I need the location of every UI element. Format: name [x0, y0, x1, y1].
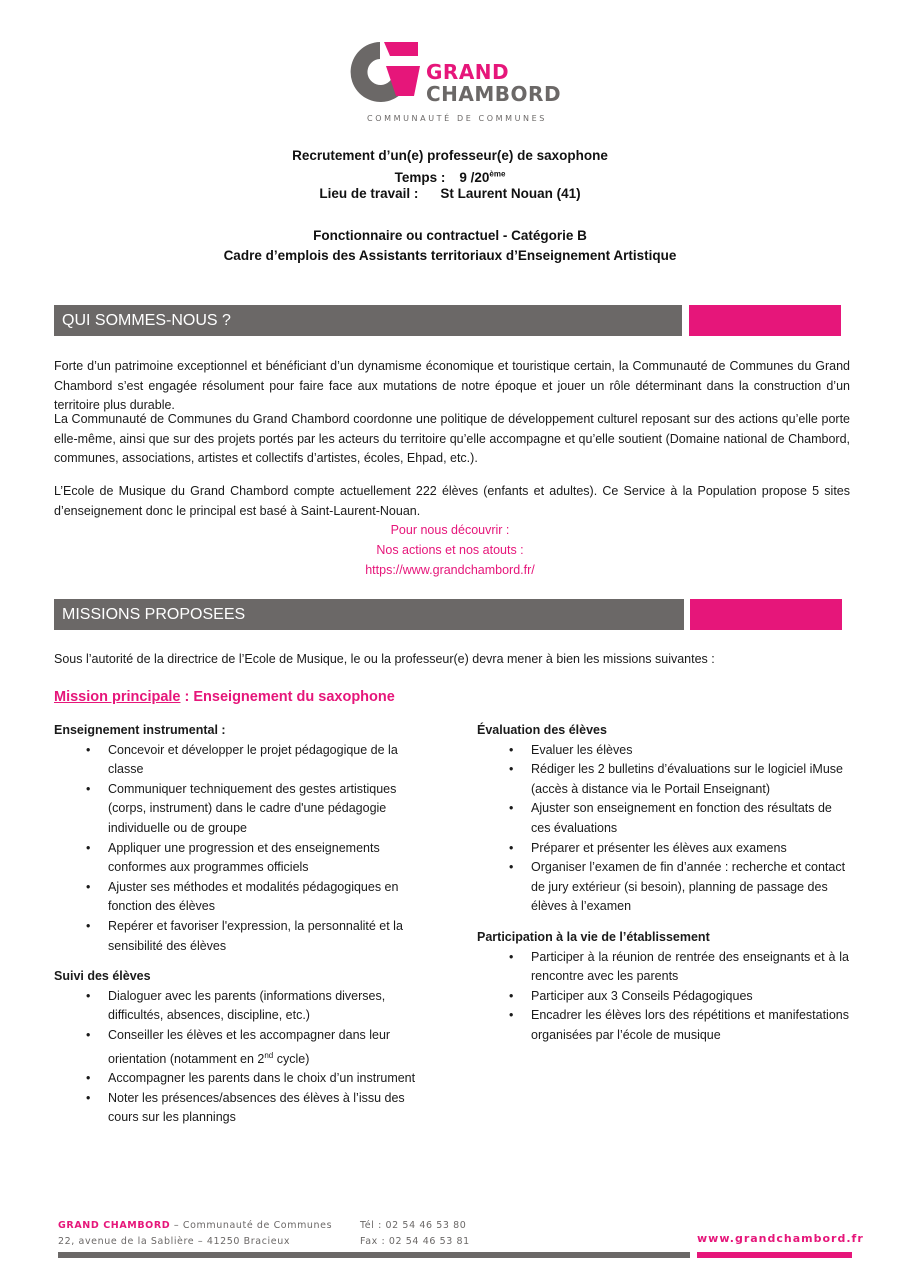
bullet-icon: • [509, 742, 514, 757]
list-suivi [54, 987, 434, 1128]
list-item [477, 948, 849, 987]
footer-gray-rule [58, 1252, 690, 1258]
list-item-text: Repérer et favoriser l'expression, la personnalité et la sensibilité des élèves [108, 918, 403, 953]
bullet-icon: • [86, 781, 91, 796]
footer-fax: Fax : 02 54 46 53 81 [360, 1236, 470, 1247]
list-item [54, 1069, 434, 1089]
list-enseignement [54, 741, 434, 957]
list-item-text: Rédiger les 2 bulletins d’évaluations sur le logiciel iMuse (accès à distance via le Portail Enseignant) [531, 762, 843, 796]
logo-g-mark-icon [340, 38, 424, 106]
list-participation [477, 948, 849, 1046]
list-item-text: Ajuster ses méthodes et modalités pédagogiques en fonction des élèves [108, 879, 399, 914]
list-item [54, 917, 434, 956]
location-value: St Laurent Nouan (41) [440, 186, 581, 201]
group-title-participation: Participation à la vie de l’établissement [477, 929, 710, 944]
list-item [54, 878, 434, 917]
footer-address: 22, avenue de la Sablière – 41250 Bracieux [58, 1236, 291, 1247]
bullet-icon: • [86, 918, 91, 933]
logo-word-chambord: CHAMBORD [426, 82, 562, 106]
footer-tel: Tél : 02 54 46 53 80 [360, 1220, 467, 1231]
list-item-text: Encadrer les élèves lors des répétitions et manifestations organisées par l’école de musique [531, 1008, 849, 1042]
list-item-text: Communiquer techniquement des gestes artistiques (corps, instrument) dans le cadre d'une pédagogie individuelle ou de groupe [108, 781, 397, 835]
time-value [459, 170, 505, 185]
time-label: Temps : [394, 169, 446, 185]
section-header-accent [689, 305, 841, 336]
list-item-text-end: cycle) [273, 1051, 310, 1066]
logo-subtitle: COMMUNAUTÉ DE COMMUNES [367, 114, 547, 123]
list-item-text: Participer aux 3 Conseils Pédagogiques [531, 988, 753, 1003]
bullet-icon: • [86, 1090, 91, 1105]
list-item [477, 1006, 849, 1045]
logo-word-grand: GRAND [426, 60, 510, 84]
actions-text: Nos actions et nos atouts : [376, 543, 524, 557]
footer-address-block [58, 1218, 332, 1250]
list-item-text: Ajuster son enseignement en fonction des résultats de ces évaluations [531, 801, 832, 835]
footer-pink-rule [697, 1252, 852, 1258]
list-item [54, 839, 434, 878]
list-item [54, 741, 434, 780]
group-title-suivi: Suivi des élèves [54, 969, 151, 984]
list-item-text: Dialoguer avec les parents (informations diverses, difficultés, absences, discipline, etc.) [108, 988, 386, 1023]
footer-brand: GRAND CHAMBORD [58, 1220, 171, 1231]
paragraph-culture: La Communauté de Communes du Grand Chambord coordonne une politique de développement culturel reposant sur des actions qu’elle porte elle-même, ainsi que sur des projets portés par les acteurs du territoire qu’elle accompagne et qu’elle soutient (Domaine national de Chambord, communes, associations, artistes et collectifs d’artistes, écoles, Ehpad, etc.). [54, 412, 850, 465]
section-header-qui: QUI SOMMES-NOUS ? [54, 305, 682, 336]
list-item-text: Appliquer une progression et des enseignements conformes aux programmes officiels [108, 840, 380, 875]
bullet-icon: • [86, 879, 91, 894]
bullet-icon: • [509, 762, 514, 777]
list-item [477, 987, 849, 1007]
footer-brand-line [58, 1218, 332, 1234]
group-title-evaluation: Évaluation des élèves [477, 723, 607, 737]
footer-website-link[interactable]: www.grandchambord.fr [697, 1232, 864, 1245]
list-item [54, 1026, 434, 1069]
bullet-icon: • [509, 801, 514, 816]
bullet-icon: • [86, 1027, 91, 1042]
job-title: Recrutement d’un(e) professeur(e) de saxophone [292, 148, 608, 163]
bullet-icon: • [86, 742, 91, 757]
bullet-icon: • [86, 1071, 91, 1086]
footer-brand-rest: – Communauté de Communes [170, 1220, 333, 1231]
list-item-text: Préparer et présenter les élèves aux examens [531, 840, 787, 855]
missions-intro: Sous l’autorité de la directrice de l’Ecole de Musique, le ou la professeur(e) devra mener à bien les missions suivantes : [54, 652, 715, 666]
list-item [54, 1089, 434, 1128]
list-item [477, 799, 849, 838]
footer-contact-block [360, 1218, 470, 1250]
left-column [54, 721, 434, 1139]
list-item [477, 858, 849, 917]
list-item-text: Noter les présences/absences des élèves à l’issu des cours sur les plannings [108, 1090, 405, 1125]
mission-principal-title [54, 689, 395, 705]
section-header-accent [690, 599, 842, 630]
time-value-sup: ème [489, 169, 506, 178]
bullet-icon: • [509, 1008, 514, 1023]
list-item-text: Accompagner les parents dans le choix d’un instrument [108, 1071, 416, 1086]
group-title-enseignement: Enseignement instrumental : [54, 723, 226, 737]
list-item [477, 839, 849, 859]
job-frame: Cadre d’emplois des Assistants territoriaux d’Enseignement Artistique [223, 248, 677, 263]
job-location [0, 184, 900, 203]
list-item-text: Participer à la réunion de rentrée des enseignants et à la rencontre avec les parents [531, 949, 849, 984]
time-value-text: 9 /20 [459, 169, 490, 185]
list-item-text: Concevoir et développer le projet pédagogique de la classe [108, 742, 398, 777]
section-header-missions: MISSIONS PROPOSEES [54, 599, 684, 630]
list-item-text: Organiser l’examen de fin d’année : recherche et contact de jury extérieur (si besoin), planning de passage des élèves à l’examen [531, 860, 846, 914]
bullet-icon: • [86, 840, 91, 855]
website-link[interactable]: https://www.grandchambord.fr/ [365, 563, 535, 577]
list-item [54, 987, 434, 1026]
bullet-icon: • [509, 840, 514, 855]
bullet-icon: • [509, 949, 514, 964]
job-status: Fonctionnaire ou contractuel - Catégorie B [313, 228, 587, 243]
bullet-icon: • [509, 860, 514, 875]
discover-text: Pour nous découvrir : [390, 523, 510, 537]
list-item-text: Conseiller les élèves et les accompagner dans leur orientation (notamment en 2 [108, 1027, 391, 1066]
list-item [54, 780, 434, 839]
right-column [477, 721, 849, 1057]
list-item [477, 760, 849, 799]
list-item-text: Evaluer les élèves [531, 742, 633, 757]
bullet-icon: • [86, 988, 91, 1003]
list-evaluation [477, 741, 849, 917]
list-item [477, 741, 849, 761]
list-item-sup: nd [264, 1050, 274, 1060]
grand-chambord-logo [340, 38, 570, 130]
mission-principal-label: Mission principale [54, 689, 181, 705]
bullet-icon: • [509, 988, 514, 1003]
paragraph-school: L’Ecole de Musique du Grand Chambord compte actuellement 222 élèves (enfants et adultes). Ce Service à la Population propose 5 sites d’enseignement donc le principal est basé à Saint-Laurent-Nouan. [54, 484, 850, 518]
paragraph-intro: Forte d’un patrimoine exceptionnel et bénéficiant d’un dynamisme économique et touristique certain, la Communauté de Communes du Grand Chambord s’est engagée résolument pour faire face aux mutations de notre époque et jouer un rôle déterminant dans la construction d’un territoire plus durable. [54, 359, 850, 412]
location-label: Lieu de travail : [319, 186, 419, 201]
mission-principal-text: : Enseignement du saxophone [180, 689, 395, 705]
